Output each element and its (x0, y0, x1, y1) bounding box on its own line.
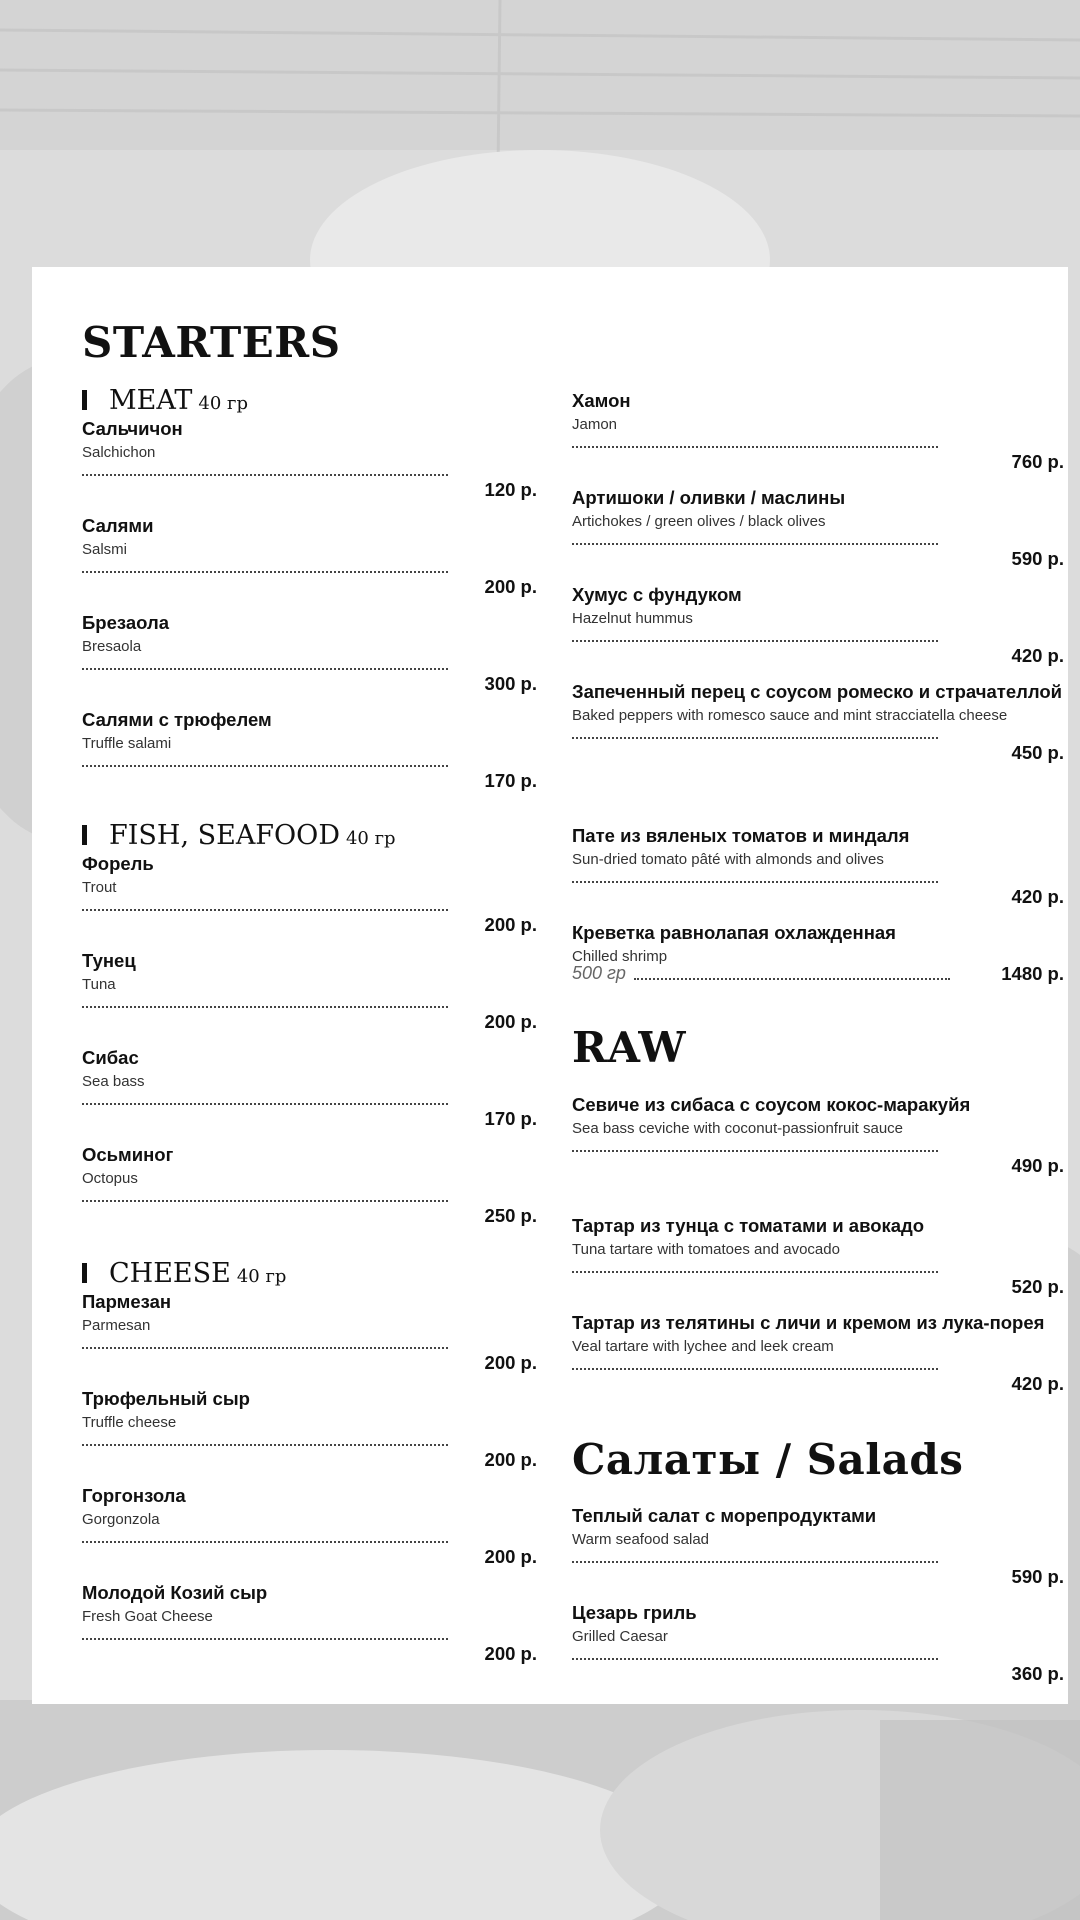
menu-item (82, 1142, 537, 1226)
dot-leader (82, 909, 448, 911)
item-name-ru: Запеченный перец с соусом ромеско и страчателлой (572, 681, 1063, 702)
item-name-ru: Сибас (82, 1047, 139, 1068)
item-name-en: Hazelnut hummus (572, 610, 693, 627)
item-price: 120 р. (484, 479, 537, 500)
item-name-ru: Пате из вяленых томатов и миндаля (572, 825, 910, 846)
menu-item (82, 707, 537, 791)
starters-title: STARTERS (82, 318, 341, 367)
dot-leader (82, 1444, 448, 1446)
item-name-en: Baked peppers with romesco sauce and mint stracciatella cheese (572, 707, 1008, 724)
subsection-weight: 40 гр (236, 1266, 287, 1287)
item-name-en: Fresh Goat Cheese (82, 1608, 213, 1625)
item-name-en: Gorgonzola (82, 1511, 160, 1528)
item-name-ru: Сальчичон (82, 418, 183, 439)
subsection-name: FISH, SEAFOOD (109, 820, 340, 851)
item-price: 490 р. (1011, 1155, 1064, 1176)
item-name-en: Grilled Caesar (572, 1628, 668, 1645)
menu-item (572, 1503, 1064, 1587)
subsection-name: CHEESE (109, 1258, 231, 1289)
item-name-en: Tuna (82, 976, 116, 993)
dot-leader (82, 1103, 448, 1105)
item-name-ru: Форель (82, 853, 154, 874)
menu-item (82, 416, 537, 500)
dot-leader (82, 1006, 448, 1008)
item-name-en: Octopus (82, 1170, 138, 1187)
menu-item (82, 851, 537, 935)
item-price: 200 р. (484, 1546, 537, 1567)
item-name-ru: Пармезан (82, 1291, 172, 1312)
item-name-ru: Тартар из тунца с томатами и авокадо (572, 1215, 925, 1236)
item-name-ru: Тунец (82, 950, 136, 971)
dot-leader (572, 881, 938, 883)
dot-leader (572, 446, 938, 448)
menu-item (572, 582, 1064, 666)
subsection-name: MEAT (109, 385, 193, 416)
item-name-ru: Артишоки / оливки / маслины (572, 487, 846, 508)
item-name-en: Jamon (572, 416, 618, 433)
item-name-en: Artichokes / green olives / black olives (572, 513, 826, 530)
menu-item (82, 1483, 537, 1567)
menu-item (82, 513, 537, 597)
dot-leader (572, 1271, 938, 1273)
item-name-en: Salchichon (82, 444, 156, 461)
raw-title: RAW (572, 1023, 687, 1072)
item-name-ru: Креветка равнолапая охлажденная (572, 922, 896, 943)
menu-item (572, 823, 1064, 907)
item-name-ru: Салями с трюфелем (82, 709, 272, 730)
item-name-en: Veal tartare with lychee and leek cream (572, 1338, 834, 1355)
dot-leader (82, 765, 448, 767)
dot-leader (572, 1150, 938, 1152)
item-name-ru: Салями (82, 515, 154, 536)
item-name-en: Salsmi (82, 541, 128, 558)
dot-leader (82, 668, 448, 670)
item-name-ru: Цезарь гриль (572, 1602, 697, 1623)
menu-item (82, 1386, 537, 1470)
menu-item (572, 1092, 1064, 1176)
item-name-ru: Хумус с фундуком (572, 584, 742, 605)
menu-item (572, 1310, 1064, 1394)
item-name-en: Parmesan (82, 1317, 151, 1334)
dot-leader (82, 571, 448, 573)
item-name-ru: Трюфельный сыр (82, 1388, 250, 1409)
subsection-meat (82, 385, 248, 415)
menu-item (82, 1045, 537, 1129)
menu-item (572, 388, 1064, 472)
item-name-ru: Тартар из телятины с личи и кремом из лука-порея (572, 1312, 1045, 1333)
subsection-fish-seafood (82, 820, 396, 850)
menu-item (82, 1580, 537, 1664)
dot-leader (634, 978, 950, 980)
salads-title: Салаты / Salads (572, 1435, 964, 1484)
menu-item (82, 610, 537, 694)
item-price: 200 р. (484, 914, 537, 935)
item-price: 200 р. (484, 1643, 537, 1664)
item-price: 170 р. (484, 770, 537, 791)
item-price: 520 р. (1011, 1276, 1064, 1297)
item-name-ru: Брезаола (82, 612, 170, 633)
subsection-cheese (82, 1258, 286, 1288)
item-price: 200 р. (484, 1011, 537, 1032)
section-marker-icon (82, 1263, 87, 1283)
dot-leader (572, 1561, 938, 1563)
menu-item (572, 1600, 1064, 1684)
menu-item (572, 920, 1064, 997)
item-price: 200 р. (484, 1449, 537, 1470)
item-price: 420 р. (1011, 886, 1064, 907)
item-price: 420 р. (1011, 645, 1064, 666)
item-name-en: Bresaola (82, 638, 142, 655)
item-price: 360 р. (1011, 1663, 1064, 1684)
subsection-weight: 40 гр (198, 393, 248, 414)
item-price: 590 р. (1011, 1566, 1064, 1587)
item-weight: 500 гр (572, 963, 626, 983)
dot-leader (82, 1638, 448, 1640)
item-name-en: Trout (82, 879, 117, 896)
item-name-ru: Осьминог (82, 1144, 174, 1165)
item-price: 590 р. (1011, 548, 1064, 569)
menu-item (572, 1213, 1064, 1297)
item-name-en: Chilled shrimp (572, 948, 668, 965)
item-name-ru: Молодой Козий сыр (82, 1582, 268, 1603)
item-name-en: Tuna tartare with tomatoes and avocado (572, 1241, 840, 1258)
item-price: 200 р. (484, 576, 537, 597)
section-marker-icon (82, 390, 87, 410)
dot-leader (82, 1541, 448, 1543)
item-name-ru: Горгонзола (82, 1485, 186, 1506)
item-price: 1480 р. (1001, 963, 1064, 984)
item-price: 250 р. (484, 1205, 537, 1226)
section-marker-icon (82, 825, 87, 845)
item-name-en: Sea bass (82, 1073, 145, 1090)
menu-item (572, 679, 1064, 763)
item-price: 450 р. (1011, 742, 1064, 763)
dot-leader (82, 474, 448, 476)
item-price: 760 р. (1011, 451, 1064, 472)
menu-card (32, 267, 1068, 1704)
menu-item (82, 948, 537, 1032)
dot-leader (572, 543, 938, 545)
item-name-en: Truffle cheese (82, 1414, 177, 1431)
item-name-en: Truffle salami (82, 735, 172, 752)
dot-leader (572, 1368, 938, 1370)
dot-leader (572, 1658, 938, 1660)
item-name-en: Warm seafood salad (572, 1531, 710, 1548)
item-name-ru: Теплый салат с морепродуктами (572, 1505, 877, 1526)
menu-item (82, 1289, 537, 1373)
dot-leader (572, 640, 938, 642)
item-name-ru: Хамон (572, 390, 631, 411)
item-price: 300 р. (484, 673, 537, 694)
dot-leader (82, 1347, 448, 1349)
item-name-en: Sun-dried tomato pâté with almonds and olives (572, 851, 884, 868)
item-price: 200 р. (484, 1352, 537, 1373)
dot-leader (82, 1200, 448, 1202)
item-name-en: Sea bass ceviche with coconut-passionfruit sauce (572, 1120, 904, 1137)
subsection-weight: 40 гр (345, 828, 396, 849)
item-name-ru: Севиче из сибаса с соусом кокос-маракуйя (572, 1094, 971, 1115)
dot-leader (572, 737, 938, 739)
item-price: 170 р. (484, 1108, 537, 1129)
item-price: 420 р. (1011, 1373, 1064, 1394)
menu-item (572, 485, 1064, 569)
